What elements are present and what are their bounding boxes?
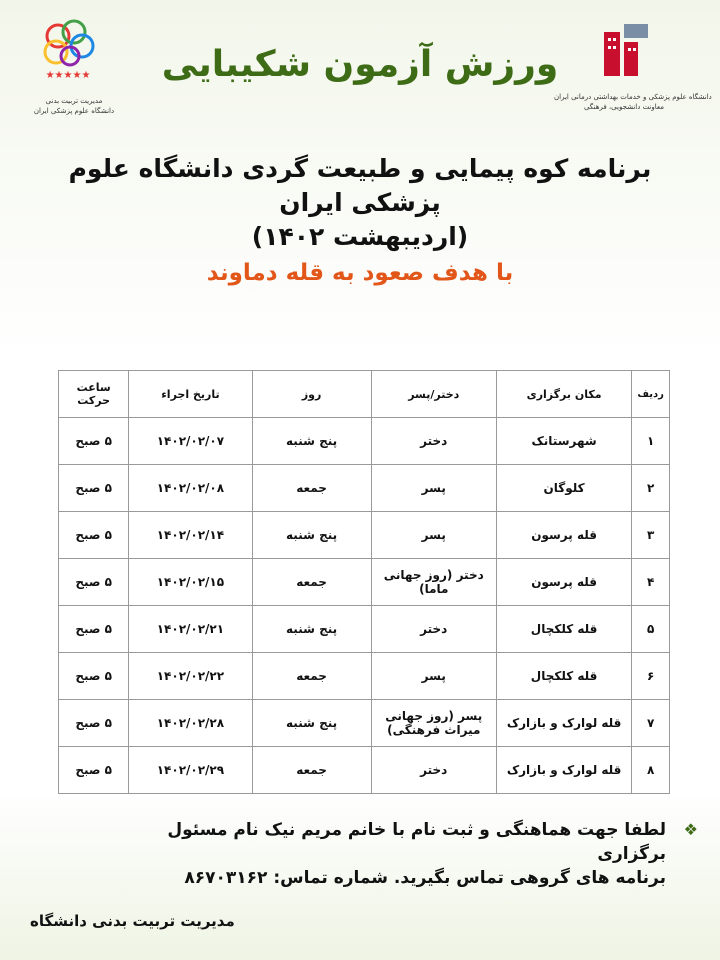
header-time: ساعت حرکت [59,371,129,418]
row-day-cell: پنج شنبه [252,418,371,465]
table-row [59,559,670,606]
row-date-cell: ۱۴۰۲/۰۲/۲۱ [129,606,252,653]
row-num-cell: ۱ [632,418,670,465]
physical-education-logo-caption [24,96,124,116]
note-line-2: برنامه های گروهی تماس بگیرید. شماره تماس: ۸۶۷۰۳۱۶۲ [184,868,666,888]
row-date-cell: ۱۴۰۲/۰۲/۰۷ [129,418,252,465]
row-time-cell: ۵ صبح [59,512,129,559]
row-day-cell: جمعه [252,465,371,512]
row-day-cell: پنج شنبه [252,700,371,747]
note-bullet-icon: ❖ [683,820,698,839]
row-num-cell: ۸ [632,747,670,794]
program-goal: با هدف صعود به قله دماوند [206,260,514,286]
row-day-cell: پنج شنبه [252,606,371,653]
row-place-cell: قله کلکچال [496,653,631,700]
row-place-cell: کلوگان [496,465,631,512]
row-place-cell: قله لوارک و بازارک [496,700,631,747]
university-logo-caption [554,92,712,112]
row-num-cell: ۳ [632,512,670,559]
row-who-cell: دختر [371,747,496,794]
row-num-cell: ۵ [632,606,670,653]
row-who-cell: دختر [371,418,496,465]
row-who-cell: دختر [371,606,496,653]
schedule-table [58,370,670,794]
row-place-cell: شهرستانک [496,418,631,465]
header-who: دختر/پسر [371,371,496,418]
row-who-cell: پسر [371,512,496,559]
table-row [59,418,670,465]
registration-note [126,818,666,890]
footer-signature: مدیریت تربیت بدنی دانشگاه [30,912,235,930]
row-date-cell: ۱۴۰۲/۰۲/۲۲ [129,653,252,700]
subtitle-line-1: برنامه کوه پیمایی و طبیعت گردی دانشگاه علوم پزشکی ایران [68,154,652,217]
row-place-cell: قله پرسون [496,512,631,559]
table-row [59,465,670,512]
row-time-cell: ۵ صبح [59,559,129,606]
row-who-cell: پسر [371,465,496,512]
row-day-cell: پنج شنبه [252,512,371,559]
row-date-cell: ۱۴۰۲/۰۲/۱۴ [129,512,252,559]
table-row [59,606,670,653]
row-time-cell: ۵ صبح [59,747,129,794]
row-place-cell: قله پرسون [496,559,631,606]
row-num-cell: ۷ [632,700,670,747]
row-who-cell: پسر [371,653,496,700]
row-place-cell: قله لوارک و بازارک [496,747,631,794]
header-place: مکان برگزاری [496,371,631,418]
table-row [59,747,670,794]
row-num-cell: ۲ [632,465,670,512]
note-line-1: لطفا جهت هماهنگی و ثبت نام با خانم مریم نیک نام مسئول برگزاری [167,820,666,864]
pe-university-caption: دانشگاه علوم پزشکی ایران [33,107,115,115]
header-date: تاریخ اجراء [129,371,252,418]
row-who-cell: دختر (روز جهانی ماما) [371,559,496,606]
university-name-caption: دانشگاه علوم پزشکی و خدمات بهداشتی درمانی ایران [554,93,712,101]
svg-text:★★★★★: ★★★★★ [45,70,91,81]
pe-management-caption: مدیریت تربیت بدنی [45,97,103,105]
header-day: روز [252,371,371,418]
row-num-cell: ۴ [632,559,670,606]
subtitle-line-2: (اردیبهشت ۱۴۰۲) [251,222,469,251]
row-date-cell: ۱۴۰۲/۰۲/۲۹ [129,747,252,794]
row-day-cell: جمعه [252,747,371,794]
table-row [59,653,670,700]
row-num-cell: ۶ [632,653,670,700]
row-time-cell: ۵ صبح [59,653,129,700]
row-date-cell: ۱۴۰۲/۰۲/۲۸ [129,700,252,747]
row-who-cell: پسر (روز جهانی میراث فرهنگی) [371,700,496,747]
deputy-caption: معاونت دانشجویی، فرهنگی [583,103,665,111]
page-title: ورزش آزمون شکیبایی [161,44,559,85]
table-row [59,512,670,559]
row-time-cell: ۵ صبح [59,700,129,747]
row-time-cell: ۵ صبح [59,465,129,512]
row-time-cell: ۵ صبح [59,606,129,653]
row-place-cell: قله کلکچال [496,606,631,653]
table-row [59,700,670,747]
row-date-cell: ۱۴۰۲/۰۲/۱۵ [129,559,252,606]
header-num: ردیف [632,371,670,418]
row-date-cell: ۱۴۰۲/۰۲/۰۸ [129,465,252,512]
table-header-row [59,371,670,418]
row-time-cell: ۵ صبح [59,418,129,465]
row-day-cell: جمعه [252,653,371,700]
row-day-cell: جمعه [252,559,371,606]
program-subtitle [60,152,660,254]
